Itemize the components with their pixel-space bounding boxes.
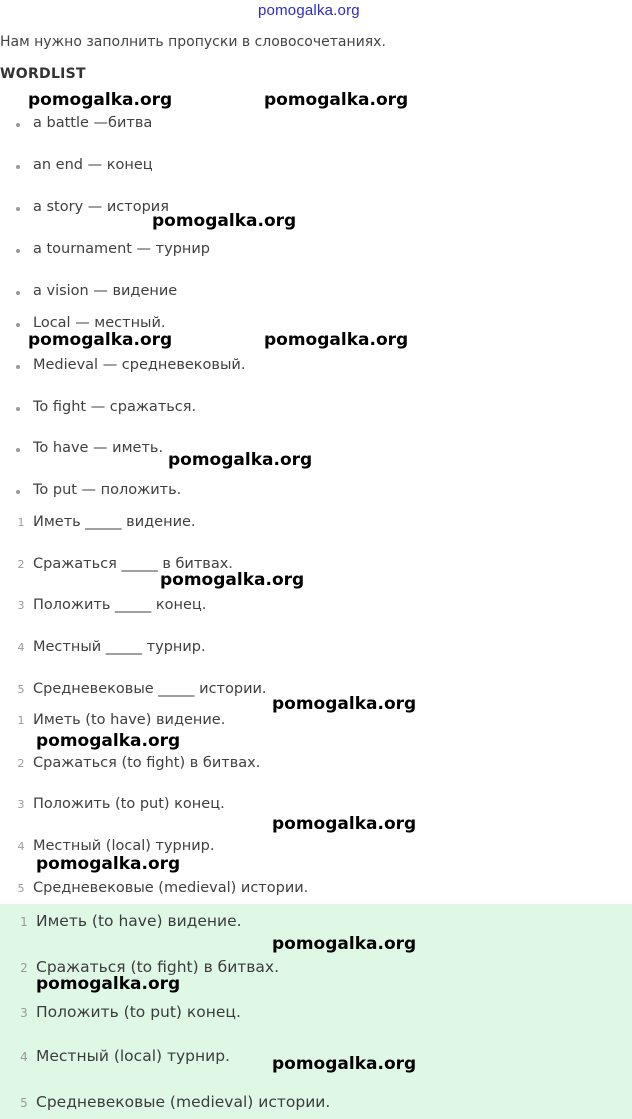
watermark-text: pomogalka.org <box>160 570 305 590</box>
highlighted-answer-item <box>20 1003 241 1021</box>
answer-item <box>17 712 226 728</box>
highlighted-answer-item <box>20 1093 331 1111</box>
answer-item-text: Иметь (to have) видение. <box>33 712 226 728</box>
item-number: 1 <box>17 714 25 727</box>
item-number: 4 <box>17 840 25 853</box>
item-number: 3 <box>17 798 25 811</box>
item-number: 1 <box>17 516 25 529</box>
highlighted-answer-text: Сражаться (to fight) в битвах. <box>36 958 280 976</box>
watermark-text: pomogalka.org <box>168 450 313 470</box>
wordlist-item <box>33 283 177 299</box>
wordlist-item <box>33 199 169 215</box>
item-number: 3 <box>20 1006 28 1020</box>
wordlist-item <box>33 482 181 498</box>
watermark-text: pomogalka.org <box>272 814 417 834</box>
answer-item-text: Средневековые (medieval) истории. <box>33 880 309 896</box>
wordlist-item-text: a vision — видение <box>33 283 178 299</box>
bullet-icon <box>16 123 20 127</box>
bullet-icon <box>16 249 20 253</box>
bullet-icon <box>16 207 20 211</box>
task-item-text: Средневековые _____ истории. <box>33 681 267 697</box>
watermark-text: pomogalka.org <box>28 330 173 350</box>
watermark-text: pomogalka.org <box>28 90 173 110</box>
item-number: 5 <box>20 1096 28 1110</box>
wordlist-item <box>33 241 210 257</box>
wordlist-item <box>33 357 245 373</box>
answer-item-text: Местный (local) турнир. <box>33 838 215 854</box>
wordlist-item <box>33 115 152 131</box>
highlighted-answer-text: Иметь (to have) видение. <box>36 912 242 930</box>
task-item <box>17 681 267 697</box>
highlighted-answer-item <box>20 1047 230 1065</box>
item-number: 3 <box>17 599 25 612</box>
wordlist-item-text: Medieval — средневековый. <box>33 357 246 373</box>
answer-item <box>17 755 261 771</box>
watermark-text: pomogalka.org <box>264 330 409 350</box>
task-item-text: Положить _____ конец. <box>33 597 207 613</box>
item-number: 2 <box>17 558 25 571</box>
item-number: 2 <box>20 961 28 975</box>
highlighted-answer-item <box>20 912 242 930</box>
wordlist-item-text: a story — история <box>33 199 169 215</box>
answer-item-text: Положить (to put) конец. <box>33 796 225 812</box>
watermark-text: pomogalka.org <box>36 731 181 751</box>
watermark-text: pomogalka.org <box>152 211 297 231</box>
task-item-text: Местный _____ турнир. <box>33 639 206 655</box>
wordlist-item-text: To have — иметь. <box>33 440 164 456</box>
item-number: 5 <box>17 683 25 696</box>
item-number: 5 <box>17 882 25 895</box>
item-number: 4 <box>20 1050 28 1064</box>
wordlist-item <box>33 440 163 456</box>
answer-item <box>17 796 225 812</box>
task-item-text: Сражаться _____ в битвах. <box>33 556 233 572</box>
watermark-text: pomogalka.org <box>36 854 181 874</box>
task-item <box>17 639 206 655</box>
bullet-icon <box>16 365 20 369</box>
bullet-icon <box>16 490 20 494</box>
watermark-text: pomogalka.org <box>272 694 417 714</box>
watermark-text: pomogalka.org <box>36 974 181 994</box>
bullet-icon <box>16 323 20 327</box>
bullet-icon <box>16 407 20 411</box>
wordlist-heading: WORDLIST <box>0 66 86 82</box>
task-item-text: Иметь _____ видение. <box>33 514 196 530</box>
bullet-icon <box>16 165 20 169</box>
highlighted-answer-text: Местный (local) турнир. <box>36 1047 230 1065</box>
site-watermark-top: pomogalka.org <box>258 2 360 19</box>
watermark-text: pomogalka.org <box>272 1054 417 1074</box>
intro-text: Нам нужно заполнить пропуски в словосочетаниях. <box>0 34 386 50</box>
highlighted-answer-text: Средневековые (medieval) истории. <box>36 1093 331 1111</box>
bullet-icon <box>16 291 20 295</box>
wordlist-item-text: a tournament — турнир <box>33 241 211 257</box>
answer-item <box>17 838 215 854</box>
highlighted-answer-text: Положить (to put) конец. <box>36 1003 241 1021</box>
task-item <box>17 597 207 613</box>
wordlist-item-text: Local — местный. <box>33 315 166 331</box>
wordlist-item-text: To put — положить. <box>33 482 182 498</box>
wordlist-item <box>33 399 196 415</box>
wordlist-item <box>33 157 153 173</box>
item-number: 4 <box>17 641 25 654</box>
answer-item <box>17 880 309 896</box>
watermark-text: pomogalka.org <box>272 934 417 954</box>
task-item <box>17 514 196 530</box>
wordlist-item <box>33 315 166 331</box>
answer-item-text: Сражаться (to fight) в битвах. <box>33 755 261 771</box>
wordlist-item-text: an end — конец <box>33 157 153 173</box>
item-number: 1 <box>20 915 28 929</box>
watermark-text: pomogalka.org <box>264 90 409 110</box>
wordlist-item-text: To fight — сражаться. <box>33 399 197 415</box>
item-number: 2 <box>17 757 25 770</box>
wordlist-item-text: a battle —битва <box>33 115 153 131</box>
bullet-icon <box>16 448 20 452</box>
